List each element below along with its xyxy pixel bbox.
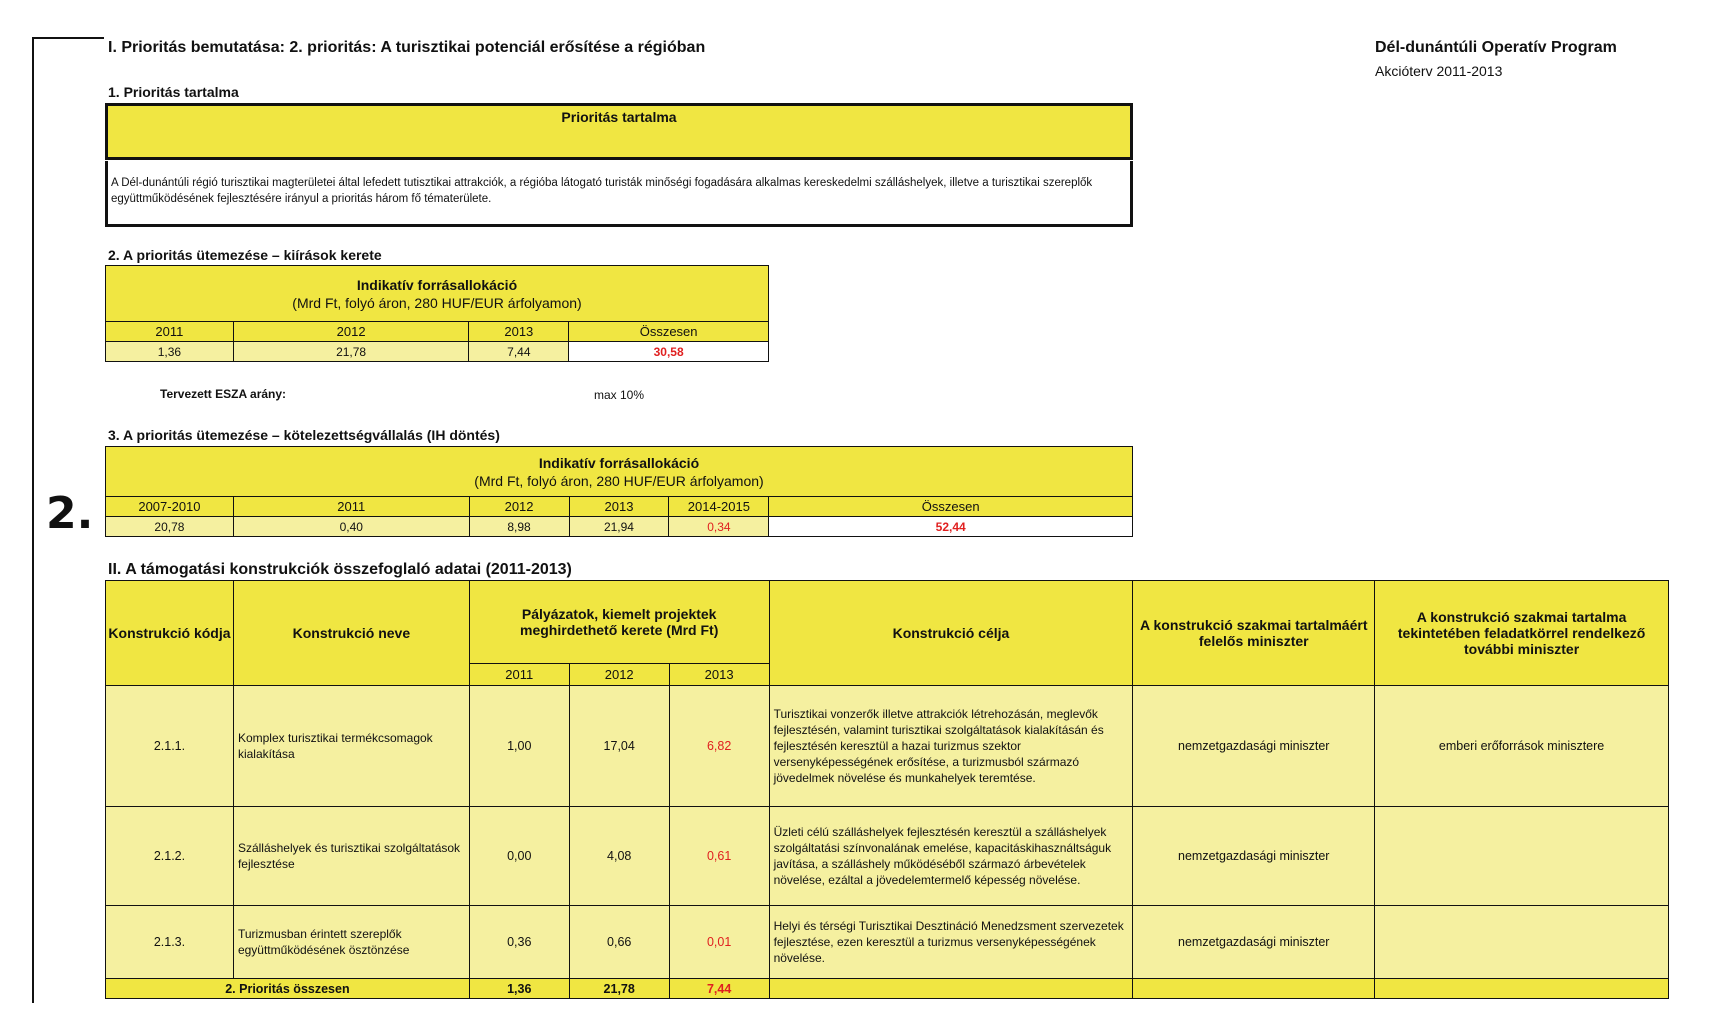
allocation-table-2-subtitle: (Mrd Ft, folyó áron, 280 HUF/EUR árfolyamon): [474, 472, 764, 489]
construction-table: [105, 580, 1669, 999]
header-goal: Konstrukció célja: [769, 581, 1133, 686]
page-title: I. Prioritás bemutatása: 2. prioritás: A turisztikai potenciál erősítése a régióban: [108, 39, 706, 56]
total-cell: 52,44: [769, 517, 1133, 537]
header-code: Konstrukció kódja: [106, 581, 234, 686]
row-goal: Üzleti célú szálláshelyek fejlesztésén keresztül a szálláshelyek szolgáltatási színvonalának emelése, kapacitáskihasználtságuk javítása, a szálláshely működéséből származó árbevételek növelése, ezáltal a jövedelemtermelő képesség növelése.: [769, 807, 1133, 906]
row-minister: nemzetgazdasági miniszter: [1133, 686, 1375, 807]
esza-label: Tervezett ESZA arány:: [160, 387, 287, 401]
section2-heading: 2. A prioritás ütemezése – kiírások kerete: [108, 247, 382, 263]
row-2013: 0,01: [669, 906, 769, 979]
allocation-table-1-subtitle: (Mrd Ft, folyó áron, 280 HUF/EUR árfolyamon): [292, 294, 582, 311]
row-2011: 0,36: [469, 906, 569, 979]
table-cell: 21,94: [569, 517, 669, 537]
column-header: 2013: [569, 497, 669, 517]
row-goal: Helyi és térségi Turisztikai Desztináció Menedzsment szervezetek fejlesztése, ezen keresztül a turizmus versenyképességének növelése.: [769, 906, 1133, 979]
header-name: Konstrukció neve: [233, 581, 469, 686]
section3-heading: 3. A prioritás ütemezése – kötelezettségvállalás (IH döntés): [108, 427, 500, 443]
table-row: [106, 686, 1669, 807]
header-minister: A konstrukció szakmai tartalmáért felelős miniszter: [1133, 581, 1375, 686]
row-name: Komplex turisztikai termékcsomagok kialakítása: [233, 686, 469, 807]
column-header: 2012: [233, 322, 469, 342]
column-header: Összesen: [769, 497, 1133, 517]
column-header: Összesen: [569, 322, 769, 342]
program-subtitle: Akcióterv 2011-2013: [1375, 63, 1503, 79]
section4-heading: II. A támogatási konstrukciók összefoglaló adatai (2011-2013): [108, 561, 572, 578]
header-year: 2012: [569, 664, 669, 686]
row-minister: nemzetgazdasági miniszter: [1133, 807, 1375, 906]
program-name: Dél-dunántúli Operatív Program: [1375, 39, 1617, 56]
allocation-table-1-title: Indikatív forrásallokáció: [356, 276, 518, 293]
header-year: 2011: [469, 664, 569, 686]
table-cell: 0,40: [233, 517, 469, 537]
column-header: 2014-2015: [669, 497, 769, 517]
column-header: 2013: [469, 322, 569, 342]
header-year: 2013: [669, 664, 769, 686]
allocation-table-1: [105, 265, 769, 362]
table-cell: 21,78: [233, 342, 469, 362]
row-other-minister: [1375, 906, 1669, 979]
allocation-table-1-values: [106, 342, 769, 362]
allocation-table-2-header: [106, 447, 1133, 497]
allocation-table-1-header: [106, 266, 769, 322]
total-2013: 7,44: [669, 979, 769, 999]
row-minister: nemzetgazdasági miniszter: [1133, 906, 1375, 979]
table-row: [106, 906, 1669, 979]
row-other-minister: emberi erőforrások minisztere: [1375, 686, 1669, 807]
header-other-minister: A konstrukció szakmai tartalma tekintetében feladatkörrel rendelkező további miniszter: [1375, 581, 1669, 686]
priority-content-text: A Dél-dunántúli régió turisztikai magterületei által lefedett tutisztikai attrakciók, a régióba látogató turisták minőségi fogadására alkalmas kereskedelmi szálláshelyek, illetve a turisztikai szereplők együttműködésének fejlesztésére irányul a prioritás három fő tématerülete.: [105, 161, 1133, 227]
total-empty: [1133, 979, 1375, 999]
total-2012: 21,78: [569, 979, 669, 999]
column-header: 2012: [469, 497, 569, 517]
row-other-minister: [1375, 807, 1669, 906]
row-code: 2.1.2.: [106, 807, 234, 906]
table-cell: 7,44: [469, 342, 569, 362]
side-number: 2.: [46, 488, 94, 539]
row-2013: 6,82: [669, 686, 769, 807]
row-2012: 17,04: [569, 686, 669, 807]
column-header: 2011: [233, 497, 469, 517]
total-label: 2. Prioritás összesen: [106, 979, 470, 999]
table-cell: 8,98: [469, 517, 569, 537]
header-frame: Pályázatok, kiemelt projektek meghirdethető kerete (Mrd Ft): [469, 581, 769, 664]
row-name: Turizmusban érintett szereplők együttműködésének ösztönzése: [233, 906, 469, 979]
row-code: 2.1.1.: [106, 686, 234, 807]
allocation-table-2-columns: [106, 497, 1133, 517]
allocation-table-1-columns: [106, 322, 769, 342]
allocation-table-2-values: [106, 517, 1133, 537]
allocation-table-2-title: Indikatív forrásallokáció: [538, 454, 700, 471]
total-empty: [1375, 979, 1669, 999]
table-cell: 0,34: [669, 517, 769, 537]
esza-value: max 10%: [594, 388, 645, 402]
total-2011: 1,36: [469, 979, 569, 999]
row-2013: 0,61: [669, 807, 769, 906]
allocation-table-2: [105, 446, 1133, 537]
table-cell: 1,36: [106, 342, 234, 362]
row-2012: 4,08: [569, 807, 669, 906]
row-2011: 1,00: [469, 686, 569, 807]
total-row: [106, 979, 1669, 999]
row-goal: Turisztikai vonzerők illetve attrakciók létrehozásán, meglevők fejlesztésén, valamint turisztikai szolgáltatások kialakításán és fejlesztésén keresztül a hazai turizmus szektor versenyképességének erősítése, a turizmusból származó jövedelmek növelése és munkahelyek teremtése.: [769, 686, 1133, 807]
column-header: 2007-2010: [106, 497, 234, 517]
row-code: 2.1.3.: [106, 906, 234, 979]
row-name: Szálláshelyek és turisztikai szolgáltatások fejlesztése: [233, 807, 469, 906]
column-header: 2011: [106, 322, 234, 342]
total-empty: [769, 979, 1133, 999]
table-row: [106, 807, 1669, 906]
section1-heading: 1. Prioritás tartalma: [108, 84, 239, 100]
row-2011: 0,00: [469, 807, 569, 906]
total-cell: 30,58: [569, 342, 769, 362]
row-2012: 0,66: [569, 906, 669, 979]
table-cell: 20,78: [106, 517, 234, 537]
priority-content-title: Prioritás tartalma: [105, 103, 1133, 160]
